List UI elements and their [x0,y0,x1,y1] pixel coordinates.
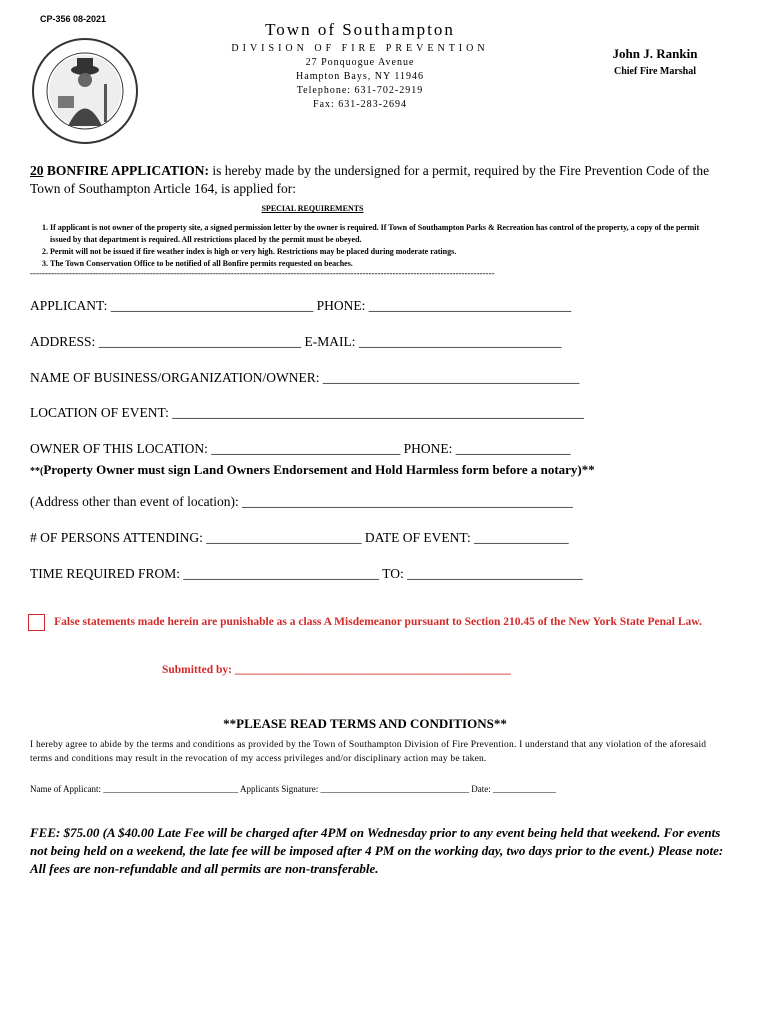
acknowledge-checkbox[interactable] [28,614,45,631]
address-email-field[interactable]: ADDRESS: ______________________________ E-MAIL: ______________________________ [30,334,562,349]
intro-paragraph [30,162,730,198]
terms-body: I hereby agree to abide by the terms and conditions as provided by the Town of Southampton Division of Fire Prevention. I understand that any violation of the aforesaid terms and conditions may result in the revocation of my access privileges and/or disciplinary action may be taken. [30,740,707,764]
requirement-item: 3. The Town Conservation Office to be notified of all Bonfire permits requested on beaches. [50,258,714,270]
terms-heading: **PLEASE READ TERMS AND CONDITIONS** [223,716,507,731]
signature-line[interactable]: Name of Applicant: ______________________________ Applicants Signature: _________________________________ Date: ______________ [30,784,556,794]
false-statement-warning: False statements made herein are punishable as a class A Misdemeanor pursuant to Section 210.45 of the New York State Penal Law. [54,616,702,628]
persons-date-field[interactable]: # OF PERSONS ATTENDING: _______________________ DATE OF EVENT: ______________ [30,530,569,545]
business-field[interactable]: NAME OF BUSINESS/ORGANIZATION/OWNER: ______________________________________ [30,370,580,385]
marshal-name: John J. Rankin [612,46,698,61]
note-text: Property Owner must sign Land Owners Endorsement and Hold Harmless form before a notary)** [43,462,595,477]
form-code: CP-356 08-2021 [40,14,107,24]
intro-text: is hereby made by the undersigned for a permit, required by the Fire Prevention Code of the Town of Southampton Article 164, is applied for: [30,163,710,196]
fee-statement: FEE: $75.00 (A $40.00 Late Fee will be charged after 4PM on Wednesday prior to any event being held that weekend. For events not being held on a weekend, the late fee will be imposed after 4 PM on the working day, two days prior to the event.) Please note: All fees are non-refundable and all permits are non-transferable. [30,825,724,876]
time-field[interactable]: TIME REQUIRED FROM: _____________________________ TO: __________________________ [30,566,583,581]
telephone: Telephone: 631-702-2919 [296,85,424,96]
marshal-title: Chief Fire Marshal [613,66,697,77]
fax: Fax: 631-283-2694 [313,99,407,110]
contact-block [200,56,520,112]
requirement-item: 1. If applicant is not owner of the property site, a signed permission letter by the owner is required. If Town of Southampton Parks & Recreation has control of the property, a copy of the permit issued by that department is required. All restrictions placed by the permit must be obeyed. [50,222,714,246]
requirements-list [34,222,714,270]
owner-phone-field[interactable]: OWNER OF THIS LOCATION: ____________________________ PHONE: _________________ [30,441,571,456]
submitted-by-field[interactable]: Submitted by: ________________________________________________ [162,664,511,676]
requirement-item: 2. Permit will not be issued if fire weather index is high or very high. Restrictions may be placed during moderate ratings. [50,246,714,258]
note-prefix: **( [30,466,44,477]
year-prefix: 20 [30,163,44,178]
city-address: Hampton Bays, NY 11946 [296,71,424,82]
town-seal-logo [30,36,140,146]
owner-note [30,462,750,478]
location-field[interactable]: LOCATION OF EVENT: _____________________________________________________________ [30,405,584,420]
applicant-phone-field[interactable]: APPLICANT: ______________________________ PHONE: ______________________________ [30,298,572,313]
division-name: DIVISION OF FIRE PREVENTION [231,43,489,54]
application-title: BONFIRE APPLICATION: [46,163,210,178]
dashed-divider: ----------------------------------------------------------------------------------------------------------------------------------------------------------- [30,268,495,278]
town-name: Town of Southampton [265,20,455,39]
other-address-field[interactable]: (Address other than event of location): _________________________________________________ [30,494,573,509]
special-requirements-heading: SPECIAL REQUIREMENTS [261,204,364,213]
street-address: 27 Ponquogue Avenue [305,57,415,68]
